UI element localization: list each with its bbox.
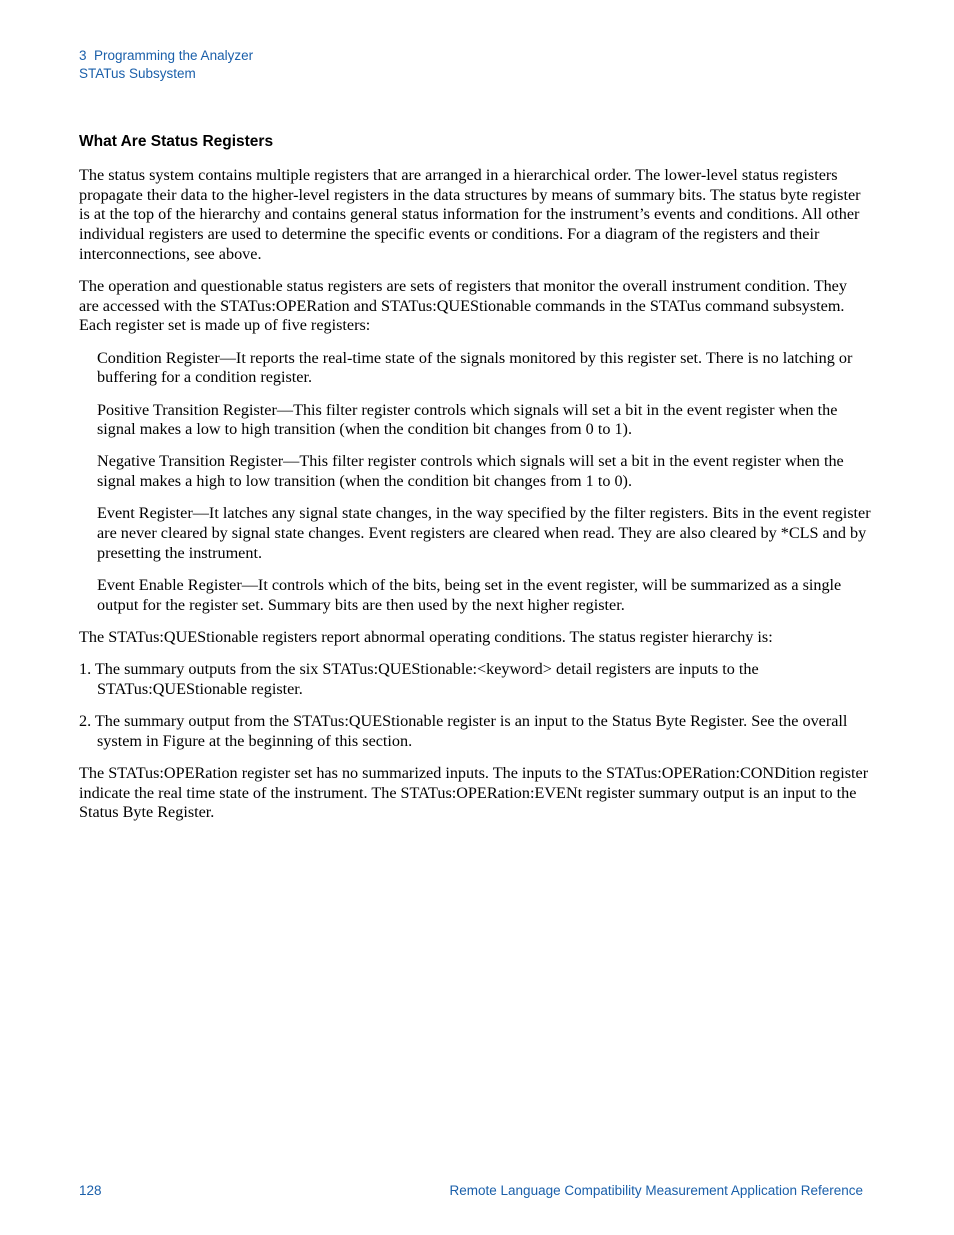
definition-positive-transition: Positive Transition Register—This filter register controls which signals will set a bit in the event register when the signal makes a low to high transition (when the condition bit changes from 0 to 1). [97,400,838,439]
definition-event-enable: Event Enable Register—It controls which of the bits, being set in the event register, will be summarized as a single output for the register set. Summary bits are then used by the next higher register. [97,575,842,614]
section-title: STATus Subsystem [79,66,196,81]
definition-negative-transition: Negative Transition Register—This filter register controls which signals will set a bit in the event register when the signal makes a high to low transition (when the condition bit changes from 1 to 0). [97,452,844,491]
chapter-title: 3 Programming the Analyzer [79,48,254,63]
numbered-item-2: 2. The summary output from the STATus:QUEStionable register is an input to the Status Byte Register. See the overall system in Figure at the beginning of this section. [79,711,848,750]
paragraph-intro: The status system contains multiple registers that are arranged in a hierarchical order. The lower-level status registers propagate their data to the higher-level registers in the data structures by means of summary bits. The status byte register is at the top of the hierarchy and contains general status information for the instrument’s events and conditions. All other individual registers are used to determine the specific events or conditions. For a diagram of the registers and their interconnections, see above. [79,166,861,263]
paragraph-operation: The STATus:OPERation register set has no summarized inputs. The inputs to the STATus:OPERation:CONDition register indicate the real time state of the instrument. The STATus:OPERation:EVENt register summary output is an input to the Status Byte Register. [79,763,869,822]
paragraph-questionable: The STATus:QUEStionable registers report abnormal operating conditions. The status register hierarchy is: [79,627,773,646]
running-header [79,47,253,83]
document-title: Remote Language Compatibility Measurement Application Reference [449,1183,863,1198]
body-text [79,166,869,835]
paragraph-registers: The operation and questionable status registers are sets of registers that monitor the overall instrument condition. They are accessed with the STATus:OPERation and STATus:QUEStionable commands in the STATus command subsystem. Each register set is made up of five registers: [79,277,847,335]
numbered-item-1: 1. The summary outputs from the six STATus:QUEStionable:<keyword> detail registers are inputs to the STATus:QUEStionable register. [79,660,759,698]
page-number: 128 [79,1183,102,1198]
section-heading: What Are Status Registers [79,133,274,150]
definition-condition-register: Condition Register—It reports the real-time state of the signals monitored by this register set. There is no latching or buffering for a condition register. [97,348,853,387]
definition-event-register: Event Register—It latches any signal state changes, in the way specified by the filter registers. Bits in the event register are never cleared by signal state changes. Event registers are cleared when read. They are also cleared by *CLS and by presetting the instrument. [97,504,871,562]
